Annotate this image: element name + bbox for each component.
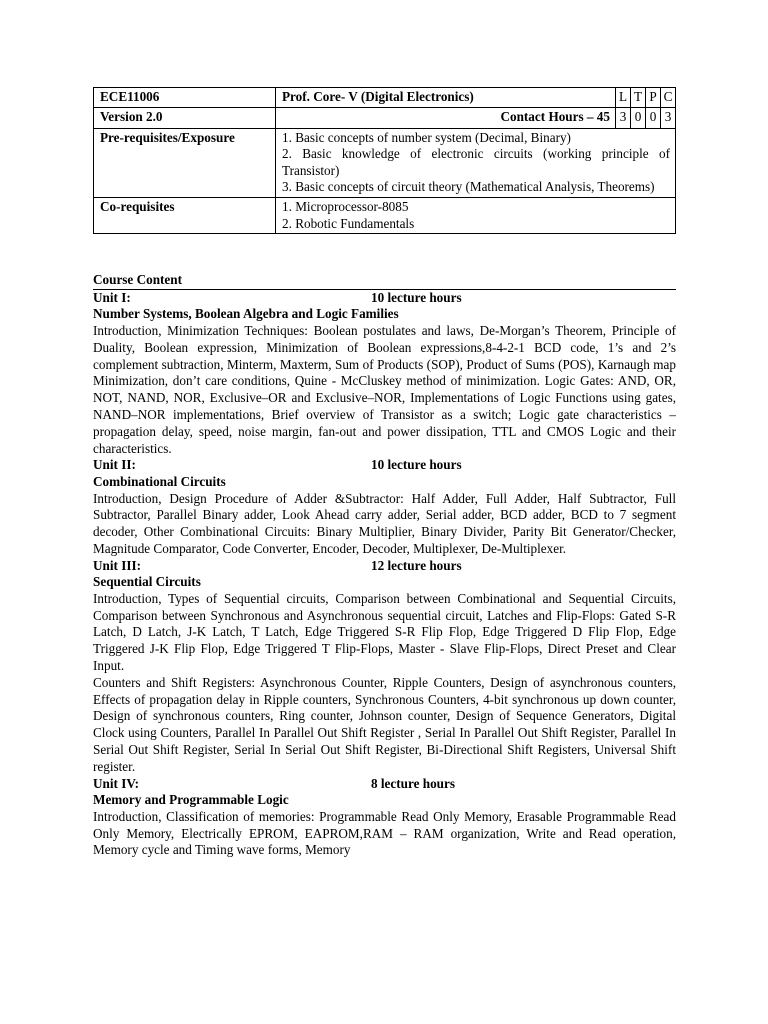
ltpc-value-t: 0 <box>631 107 646 128</box>
unit-hours: 12 lecture hours <box>371 557 462 573</box>
prerequisites-label: Pre-requisites/Exposure <box>94 128 276 197</box>
unit-header <box>93 457 676 474</box>
prerequisite-item: 3. Basic concepts of circuit theory (Mathematical Analysis, Theorems) <box>282 179 655 195</box>
ltpc-value-l: 3 <box>616 107 631 128</box>
unit-description: Introduction, Types of Sequential circuits, Comparison between Combinational and Sequential Circuits, Comparison between Synchronous and Asynchronous sequential circuit, Latches and Flip-Flops: Gated S-R Latch, D Latch, J-K Latch, T Latch, Edge Triggered S-R Flip Flop, Edge Triggered D Flip Flop, Edge Triggered J-K Flip Flop, Edge Triggered T Flip-Flops, Master - Slave Flip-Flops, Direct Preset and Clear Input. <box>93 590 676 674</box>
unit-label: Unit I: <box>93 289 131 305</box>
course-info-table <box>93 87 676 234</box>
unit-header <box>93 558 676 575</box>
ltpc-header-c: C <box>661 88 676 108</box>
corequisites-list <box>276 197 676 233</box>
prerequisite-item: 1. Basic concepts of number system (Decimal, Binary) <box>282 129 571 145</box>
unit-label: Unit III: <box>93 557 141 573</box>
course-title: Prof. Core- V (Digital Electronics) <box>276 88 616 108</box>
ltpc-header-t: T <box>631 88 646 108</box>
unit-title: Number Systems, Boolean Algebra and Logic Families <box>93 306 399 322</box>
prerequisite-item: 2. Basic knowledge of electronic circuits (working principle of Transistor) <box>282 146 670 178</box>
contact-hours: Contact Hours – 45 <box>276 107 616 128</box>
unit-header <box>93 776 676 793</box>
unit-description: Introduction, Classification of memories: Programmable Read Only Memory, Erasable Programmable Read Only Memory, Electrically EPROM, EAPROM,RAM – RAM organization, Write and Read operation, Memory cycle and Timing wave forms, Memory <box>93 808 676 858</box>
ltpc-value-c: 3 <box>661 107 676 128</box>
unit-hours: 10 lecture hours <box>371 289 462 305</box>
corequisite-item: 1. Microprocessor-8085 <box>282 198 409 214</box>
prerequisites-row <box>94 128 676 197</box>
syllabus-page <box>93 87 676 859</box>
course-content-heading: Course Content <box>93 272 676 290</box>
unit-header <box>93 290 676 307</box>
unit-title: Combinational Circuits <box>93 473 226 489</box>
unit-title: Memory and Programmable Logic <box>93 792 289 808</box>
unit-label: Unit II: <box>93 457 136 473</box>
version-label: Version 2.0 <box>94 107 276 128</box>
unit-label: Unit IV: <box>93 775 140 791</box>
prerequisites-list <box>276 128 676 197</box>
corequisites-label: Co-requisites <box>94 197 276 233</box>
unit-hours: 10 lecture hours <box>371 457 462 473</box>
unit-description: Counters and Shift Registers: Asynchronous Counter, Ripple Counters, Design of asynchronous counters, Effects of propagation delay in Ripple counters, Synchronous Counters, 4-bit synchronous up down counter, Design of synchronous counters, Ring counter, Johnson counter, Design of Sequence Generators, Digital Clock using Counters, Parallel In Parallel Out Shift Register , Serial In Parallel Out Shift Register, Parallel In Serial Out Shift Register, Serial In Serial Out Shift Register, Bi-Directional Shift Registers, Universal Shift register. <box>93 674 676 774</box>
unit-description: Introduction, Design Procedure of Adder &Subtractor: Half Adder, Full Adder, Half Subtractor, Full Subtractor, Parallel Binary adder, Look Ahead carry adder, Serial adder, BCD adder, BCD to 7 segment decoder, Other Combinational Circuits: Binary Multiplier, Binary Divider, Parity Bit Generator/Checker, Magnitude Comparator, Code Converter, Encoder, Decoder, Multiplexer, De-Multiplexer. <box>93 490 676 556</box>
version-row <box>94 107 676 128</box>
unit-description: Introduction, Minimization Techniques: Boolean postulates and laws, De-Morgan’s Theorem, Principle of Duality, Boolean expression, Minimization of Boolean expressions,8-4-2-1 BCD code, 1’s and 2’s complement subtraction, Minterm, Maxterm, Sum of Products (SOP), Product of Sums (POS), Karnaugh map Minimization, don’t care conditions, Quine - McCluskey method of minimization. Logic Gates: AND, OR, NOT, NAND, NOR, Exclusive–OR and Exclusive–NOR, Implementations of Logic Functions using gates, NAND–NOR implementations, Brief overview of Transistor as a switch; Logic gate characteristics – propagation delay, speed, noise margin, fan-out and power dissipation, TTL and CMOS Logic and their characteristics. <box>93 322 676 456</box>
unit-title: Sequential Circuits <box>93 574 201 590</box>
ltpc-header-p: P <box>646 88 661 108</box>
course-title-row <box>94 88 676 108</box>
corequisite-item: 2. Robotic Fundamentals <box>282 215 415 231</box>
ltpc-header-l: L <box>616 88 631 108</box>
course-code: ECE11006 <box>94 88 276 108</box>
corequisites-row <box>94 197 676 233</box>
ltpc-value-p: 0 <box>646 107 661 128</box>
unit-hours: 8 lecture hours <box>371 775 455 791</box>
